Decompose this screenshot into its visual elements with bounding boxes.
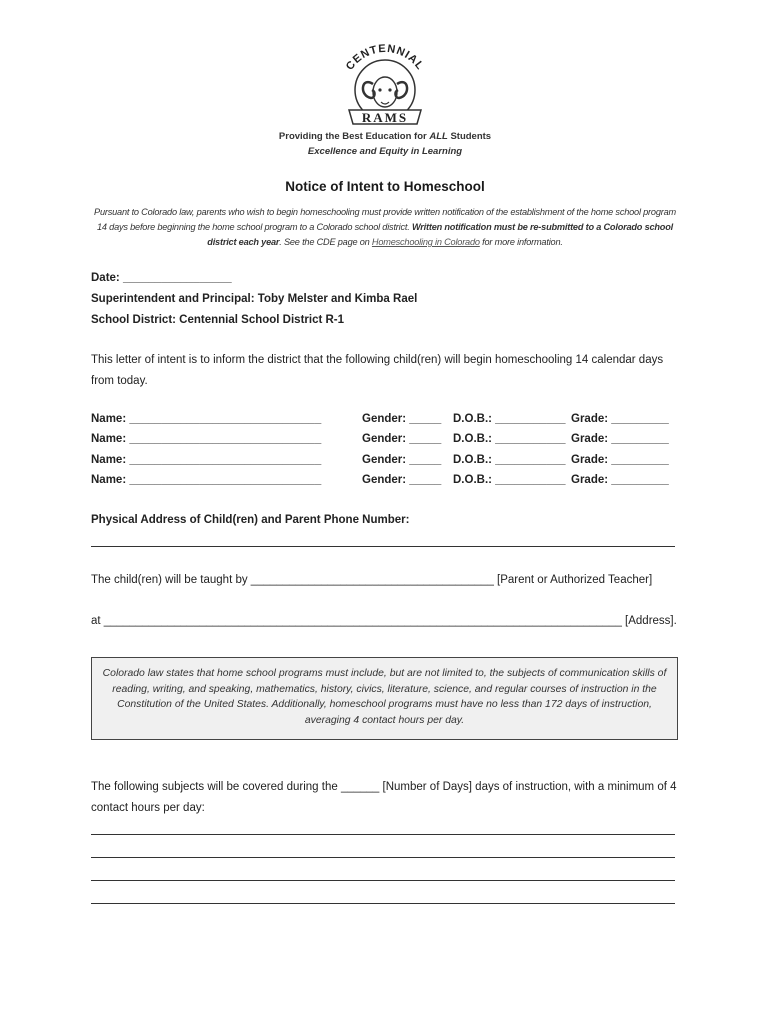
subjects-input-line[interactable] xyxy=(91,880,675,881)
address-phone-input-line[interactable] xyxy=(91,546,675,547)
child-gender-field[interactable]: Gender: _____ xyxy=(362,454,442,466)
taught-at-address-field[interactable]: at _________________________________________________________________________________ [Address]. xyxy=(91,615,677,627)
logo-banner-text: RAMS xyxy=(361,110,409,125)
child-dob-field[interactable]: D.O.B.: ___________ xyxy=(453,474,566,486)
child-row xyxy=(91,413,681,429)
child-gender-field[interactable]: Gender: _____ xyxy=(362,413,442,425)
child-dob-field[interactable]: D.O.B.: ___________ xyxy=(453,454,566,466)
child-name-field[interactable]: Name: ______________________________ xyxy=(91,413,322,425)
child-name-field[interactable]: Name: ______________________________ xyxy=(91,474,322,486)
child-name-field[interactable]: Name: ______________________________ xyxy=(91,454,322,466)
tagline-secondary: Excellence and Equity in Learning xyxy=(307,146,463,157)
district-line: School District: Centennial School District R-1 xyxy=(91,314,345,326)
subjects-paragraph[interactable]: The following subjects will be covered during the ______ [Number of Days] days of instruction, with a minimum of 4 contact hours per day: xyxy=(91,781,677,814)
child-dob-field[interactable]: D.O.B.: ___________ xyxy=(453,413,566,425)
logo-arc-text: CENTENNIAL xyxy=(343,42,427,73)
colorado-law-notice-text: Colorado law states that home school programs must include, but are not limited to, the subjects of communication skills of reading, writing, and speaking, mathematics, history, civics, literature, science, and regular courses of instruction in the Constitution of the United States. Additionally, homeschool programs must have no less than 172 days of instruction, averaging 4 contact hours per day. xyxy=(102,668,667,726)
child-name-field[interactable]: Name: ______________________________ xyxy=(91,433,322,445)
subjects-input-line[interactable] xyxy=(91,857,675,858)
child-dob-field[interactable]: D.O.B.: ___________ xyxy=(453,433,566,445)
child-row xyxy=(91,454,681,470)
ram-head-icon xyxy=(363,77,407,107)
subjects-input-line[interactable] xyxy=(91,834,675,835)
cde-homeschooling-link[interactable]: Homeschooling in Colorado xyxy=(371,237,480,247)
child-gender-field[interactable]: Gender: _____ xyxy=(362,474,442,486)
document-title: Notice of Intent to Homeschool xyxy=(285,179,485,194)
child-grade-field[interactable]: Grade: _________ xyxy=(571,413,669,425)
child-gender-field[interactable]: Gender: _____ xyxy=(362,433,442,445)
child-row xyxy=(91,474,681,490)
intro-paragraph: Pursuant to Colorado law, parents who wish to begin homeschooling must provide written notification of the establishment of the home school program 14 days before beginning the home school program to a Colorado school district. Written notification must be re-submitted to a Colorado school district each year. See the CDE page on Homeschooling in Colorado for more information. xyxy=(94,207,676,247)
date-field[interactable]: Date: _________________ xyxy=(91,272,232,284)
child-grade-field[interactable]: Grade: _________ xyxy=(571,433,669,445)
taught-by-field[interactable]: The child(ren) will be taught by ______________________________________ [Parent or Authorized Teacher] xyxy=(91,574,653,586)
child-grade-field[interactable]: Grade: _________ xyxy=(571,454,669,466)
subjects-input-line[interactable] xyxy=(91,903,675,904)
address-phone-label: Physical Address of Child(ren) and Parent Phone Number: xyxy=(91,514,410,526)
centennial-rams-logo xyxy=(331,40,439,130)
letter-intro-paragraph: This letter of intent is to inform the district that the following child(ren) will begin homeschooling 14 calendar days from today. xyxy=(91,354,664,387)
svg-text:CENTENNIAL xyxy=(344,43,426,73)
superintendent-line: Superintendent and Principal: Toby Melster and Kimba Rael xyxy=(91,293,418,305)
child-row xyxy=(91,433,681,449)
child-grade-field[interactable]: Grade: _________ xyxy=(571,474,669,486)
tagline-primary: Providing the Best Education for ALL Students xyxy=(278,131,492,142)
colorado-law-notice-box xyxy=(91,657,678,740)
